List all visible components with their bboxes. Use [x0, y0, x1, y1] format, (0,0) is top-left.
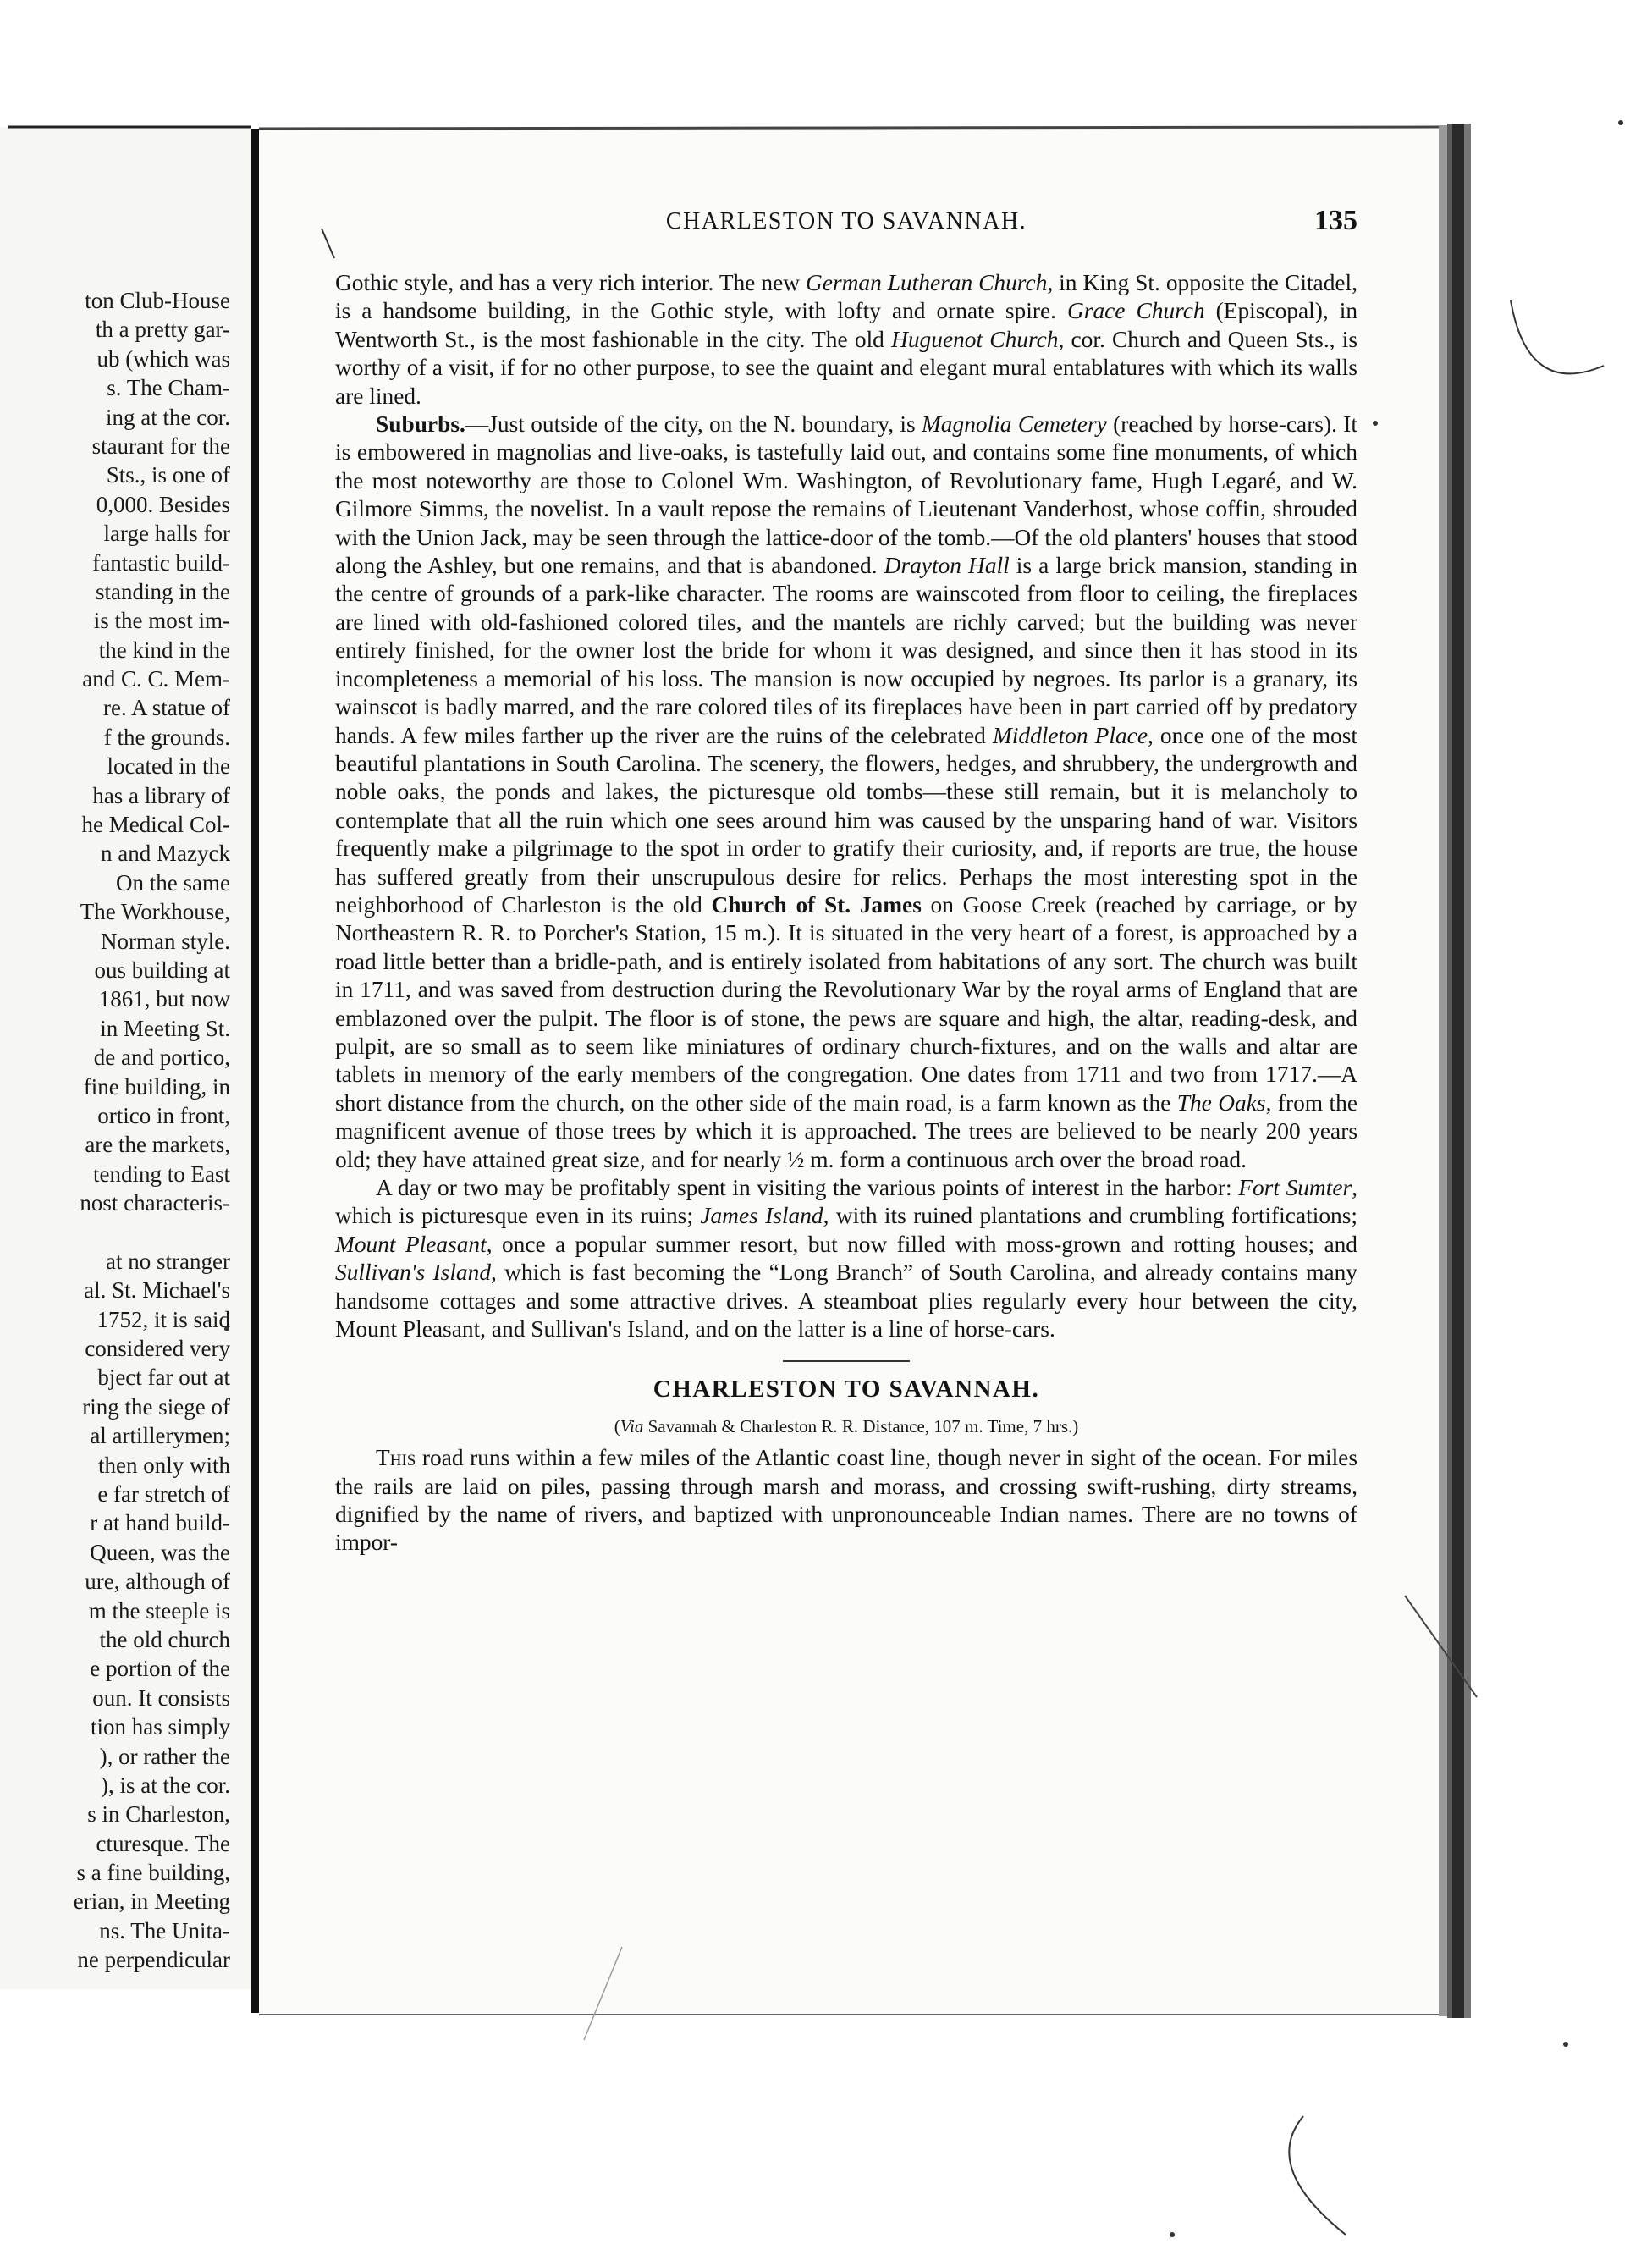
text-run: , which is picturesque even in its ruins; — [335, 1175, 1357, 1229]
left-page-line: tending to East — [93, 1161, 230, 1187]
right-page-top-edge — [259, 127, 1440, 129]
left-page-line: f the grounds. — [103, 724, 230, 750]
text-run: on Goose Creek (reached by carriage, or by Northeastern R. R. to Porcher's Station, 15 m.). It is situated in the very heart of a forest, is approached by a road little better than a bridle-path, and is entirely isolated from habitations of any sort. The church was built in 1711, and was saved from destruction during the Revolutionary War by the royal arms of England that are emblazoned over the pulpit. The floor is of stone, the pews are square and high, the altar, reading-desk, and pulpit, are so small as to seem like miniatures of ordinary church-fixtures, and on the walls and altar are tablets in memory of the early members of the congregation. One dates from 1711 and two from 1717.—A short distance from the church, on the other side of the main road, is a farm known as the — [335, 891, 1358, 1116]
text-run: , which is fast becoming the “Long Branch” of South Carolina, and already contains many handsome cottages and some attractive drives. A steamboat plies regularly every hour between the city, Mount Pleasant, and Sullivan's Island, and on the latter is a line of horse-cars. — [335, 1260, 1357, 1343]
left-page-line: oun. It consists — [92, 1684, 230, 1711]
left-page-line: s in Charleston, — [87, 1801, 230, 1828]
text-run: , from the magnificent avenue of those trees by which it is approached. The trees are believed to be nearly 200 years old; they have attained great size, and for nearly ½ m. form a continuous arch over the broad road. — [335, 1089, 1358, 1172]
book-gutter — [251, 129, 259, 2013]
page-edge-shadow-1 — [1439, 125, 1447, 2016]
text-run: (reached by horse-cars). It is embowered in magnolias and live-oaks, is tastefully laid out, and contains some fine monuments, of which the most noteworthy are those to Colonel Wm. Washington, of Revolutionary fame, Hugh Legaré, and W. Gilmore Simms, the novelist. In a vault repose the remains of Lieutenant Vanderhost, whose coffin, shrouded with the Union Jack, may be seen through the lattice-door of the tomb.—Of the old planters' houses that stood along the Ashley, but one remains, and that is abandoned. — [335, 411, 1357, 579]
pencil-mark-bottom-right — [1289, 2116, 1346, 2235]
text-run: Savannah & Charleston R. R. Distance, 107 m. Time, 7 hrs.) — [643, 1415, 1079, 1436]
left-page-line: s a fine building, — [76, 1860, 230, 1886]
left-page-line: ing at the cor. — [106, 404, 230, 430]
paragraph-suburbs — [335, 411, 1357, 1174]
page-edge-shadow-2 — [1447, 124, 1452, 2018]
italic-name: Mount Pleasant — [335, 1231, 487, 1257]
text-run: —Just outside of the city, on the N. boundary, is — [465, 411, 922, 438]
left-page-line: has a library of — [92, 782, 230, 808]
left-page-line: erian, in Meeting — [73, 1888, 230, 1915]
left-page-line: bject far out at — [97, 1365, 230, 1391]
left-page-line: the old church — [99, 1626, 230, 1652]
italic-name: The Oaks — [1176, 1089, 1266, 1116]
left-page-line: nost characteris- — [80, 1190, 230, 1216]
left-page-line: staurant for the — [91, 433, 230, 459]
text-run: , once a popular summer resort, but now filled with moss-grown and rotting houses; and — [486, 1231, 1358, 1257]
left-page-line: Queen, was the — [90, 1539, 230, 1565]
left-page-line: ), is at the cor. — [101, 1772, 230, 1798]
left-page-line: at no stranger — [106, 1248, 230, 1274]
left-page-line: the kind in the — [98, 637, 230, 663]
left-page-line: m the steeple is — [88, 1597, 230, 1624]
left-page-line: ), or rather the — [99, 1743, 230, 1769]
left-page-line: re. A statue of — [103, 695, 230, 721]
text-run: ( — [614, 1415, 620, 1436]
left-page-line: standing in the — [96, 578, 230, 604]
italic-name: Drayton Hall — [884, 553, 1010, 579]
run-in-heading: Suburbs. — [376, 411, 465, 438]
italic-name: Huguenot Church — [891, 326, 1059, 352]
left-page-line — [0, 1218, 230, 1247]
italic-name: Sullivan's Island — [335, 1260, 492, 1286]
left-page-line: al. St. Michael's — [84, 1277, 230, 1304]
left-page-line: On the same — [116, 869, 230, 896]
text-run: , with its ruined plantations and crumbling fortifications; — [823, 1203, 1357, 1229]
italic-name: German Lutheran Church — [806, 270, 1048, 295]
paragraph-section-intro — [335, 1444, 1357, 1558]
left-page-line: ns. The Unita- — [99, 1917, 230, 1943]
left-page-line: cturesque. The — [96, 1830, 230, 1856]
italic-name: James Island — [700, 1203, 823, 1229]
speck — [1618, 120, 1623, 125]
text-run: , in King St. opposite the Citadel, is a handsome building, in the Gothic style, with lofty and ornate spire. — [335, 270, 1358, 324]
bold-name: Church of St. James — [711, 891, 922, 918]
left-page-line: tion has simply — [90, 1714, 230, 1740]
left-page-line: th a pretty gar- — [95, 317, 230, 343]
speck — [1170, 2232, 1175, 2237]
italic-name: Fort Sumter — [1238, 1175, 1352, 1200]
left-page-line: located in the — [107, 753, 230, 780]
text-run: Gothic style, and has a very rich interior. The new — [335, 270, 806, 295]
left-page-line: then only with — [98, 1452, 230, 1478]
speck — [1563, 2042, 1568, 2047]
left-page-line: fantastic build- — [92, 549, 230, 576]
left-page-line: he Medical Col- — [81, 812, 230, 838]
running-head — [335, 200, 1357, 242]
section-subtitle — [335, 1413, 1357, 1441]
pencil-mark-top-right — [1511, 300, 1604, 373]
book-cover-outer — [1464, 124, 1471, 2018]
left-page-line: Norman style. — [101, 928, 230, 954]
left-page-line: de and portico, — [93, 1045, 230, 1071]
left-page-line: in Meeting St. — [100, 1015, 230, 1041]
italic-name: Magnolia Cemetery — [921, 411, 1107, 438]
text-run: is a large brick mansion, standing in the centre of grounds of a park-like character. The rooms are wainscoted from floor to ceiling, the fireplaces are lined with old-fashioned colored tiles, and the mantels are richly carved; but the building was never entirely finished, for the owner lost the bride for whom it was designed, and since then it has stood in its incompleteness a memorial of his loss. The mansion is now occupied by negroes. Its parlor is a granary, its wainscot is badly marred, and the rare colored tiles of its fireplaces have been in part carried off by predatory hands. A few miles farther up the river are the ruins of the celebrated — [335, 553, 1357, 748]
left-page-line: ous building at — [94, 957, 230, 983]
left-page-line: Sts., is one of — [106, 462, 230, 488]
left-page-line: large halls for — [103, 521, 230, 547]
speck — [1373, 421, 1378, 426]
left-page-line: al artillerymen; — [90, 1423, 230, 1449]
left-page-line: ne perpendicular — [77, 1947, 230, 1973]
left-page-line: considered very — [85, 1336, 230, 1362]
left-page-line: ure, although of — [85, 1569, 230, 1595]
left-page-line: n and Mazyck — [101, 841, 230, 867]
page-number: 135 — [1314, 205, 1357, 236]
left-page-line: ub (which was — [96, 345, 230, 372]
left-page-line: r at hand build- — [90, 1510, 230, 1536]
text-run: , once one of the most beautiful plantations in South Carolina. The scenery, the flowers, hedges, and shrubbery, the undergrowth and noble oaks, the ponds and lakes, the picturesque old tombs—these still remain, but it is melancholy to contemplate that all the ruin which one sees around him was caused by the unsparing hand of war. Visitors frequently make a pilgrimage to the spot in order to gratify their curiosity, and, if reports are true, the house has suffered greatly from their unscrupulous desire for relics. Perhaps the most interesting spot in the neighborhood of Charleston is the old — [335, 722, 1358, 918]
section-title: CHARLESTON TO SAVANNAH. — [653, 1376, 1040, 1403]
running-head-title: CHARLESTON TO SAVANNAH. — [665, 208, 1027, 234]
left-page-line: e far stretch of — [97, 1481, 230, 1508]
book-cover-edge — [1452, 124, 1464, 2018]
text-run: road runs within a few miles of the Atlantic coast line, though never in sight of the ocean. For miles the rails are laid on piles, passing through marsh and morass, and crossing swift-rushing, dirty streams, dignified by the name of rivers, and baptized with unpronounceable Indian names. There are no towns of impor- — [335, 1445, 1357, 1556]
italic-word: Via — [620, 1415, 644, 1436]
left-page-line: s. The Cham- — [107, 375, 230, 401]
left-page-line: ring the siege of — [82, 1393, 230, 1420]
text-run: A day or two may be profitably spent in visiting the various points of interest in the harbor: — [376, 1175, 1239, 1200]
text-run: (Episcopal), in Wentworth St., is the most fashionable in the city. The old — [335, 298, 1358, 352]
left-page-line: fine building, in — [83, 1073, 230, 1100]
small-caps-lead: This — [376, 1445, 416, 1471]
italic-name: Middleton Place — [992, 722, 1148, 748]
paragraph-churches — [335, 269, 1357, 411]
left-page-line: ortico in front, — [97, 1102, 230, 1128]
left-page-line: 1861, but now — [98, 986, 230, 1012]
left-page-line: and C. C. Mem- — [82, 666, 230, 692]
left-page-line: e portion of the — [90, 1656, 230, 1682]
left-page-line: are the markets, — [85, 1132, 230, 1158]
left-page-line: ton Club-House — [85, 288, 230, 313]
text-run: , cor. Church and Queen Sts., is worthy of a visit, if for no other purpose, to see the quaint and elegant mural entablatures with which its walls are lined. — [335, 326, 1357, 409]
left-page-line: is the most im- — [93, 608, 230, 634]
body-text — [335, 269, 1357, 1558]
left-page-line: 0,000. Besides — [96, 491, 230, 517]
italic-name: Grace Church — [1067, 298, 1205, 324]
left-page-column — [0, 286, 230, 1973]
left-page-line: The Workhouse, — [80, 899, 230, 925]
section-rule — [783, 1360, 910, 1362]
left-page-line: 1752, it is said — [96, 1306, 230, 1332]
paragraph-harbor — [335, 1174, 1357, 1343]
